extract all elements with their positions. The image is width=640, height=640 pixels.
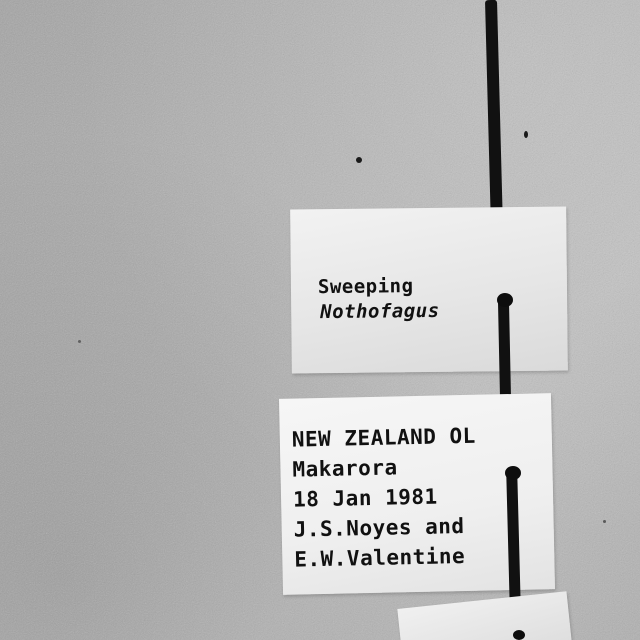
habitat-text-line1: Sweeping <box>317 275 414 299</box>
pin-hole <box>505 466 521 480</box>
dust-speck <box>356 157 362 163</box>
locality-collectors: J.S.Noyes and <box>293 514 465 542</box>
dust-speck <box>78 340 81 343</box>
insect-pin-shaft <box>498 300 511 400</box>
pin-hole <box>497 293 513 307</box>
locality-place: Makarora <box>292 455 398 482</box>
pin-hole <box>513 630 525 640</box>
dust-speck <box>603 520 606 523</box>
habitat-label <box>290 207 568 374</box>
habitat-text-line2: Nothofagus <box>320 299 440 324</box>
locality-date: 18 Jan 1981 <box>292 484 438 512</box>
locality-collectors-cont: E.W.Valentine <box>294 544 466 572</box>
locality-country: NEW ZEALAND OL <box>291 423 477 452</box>
dust-speck <box>524 131 528 138</box>
